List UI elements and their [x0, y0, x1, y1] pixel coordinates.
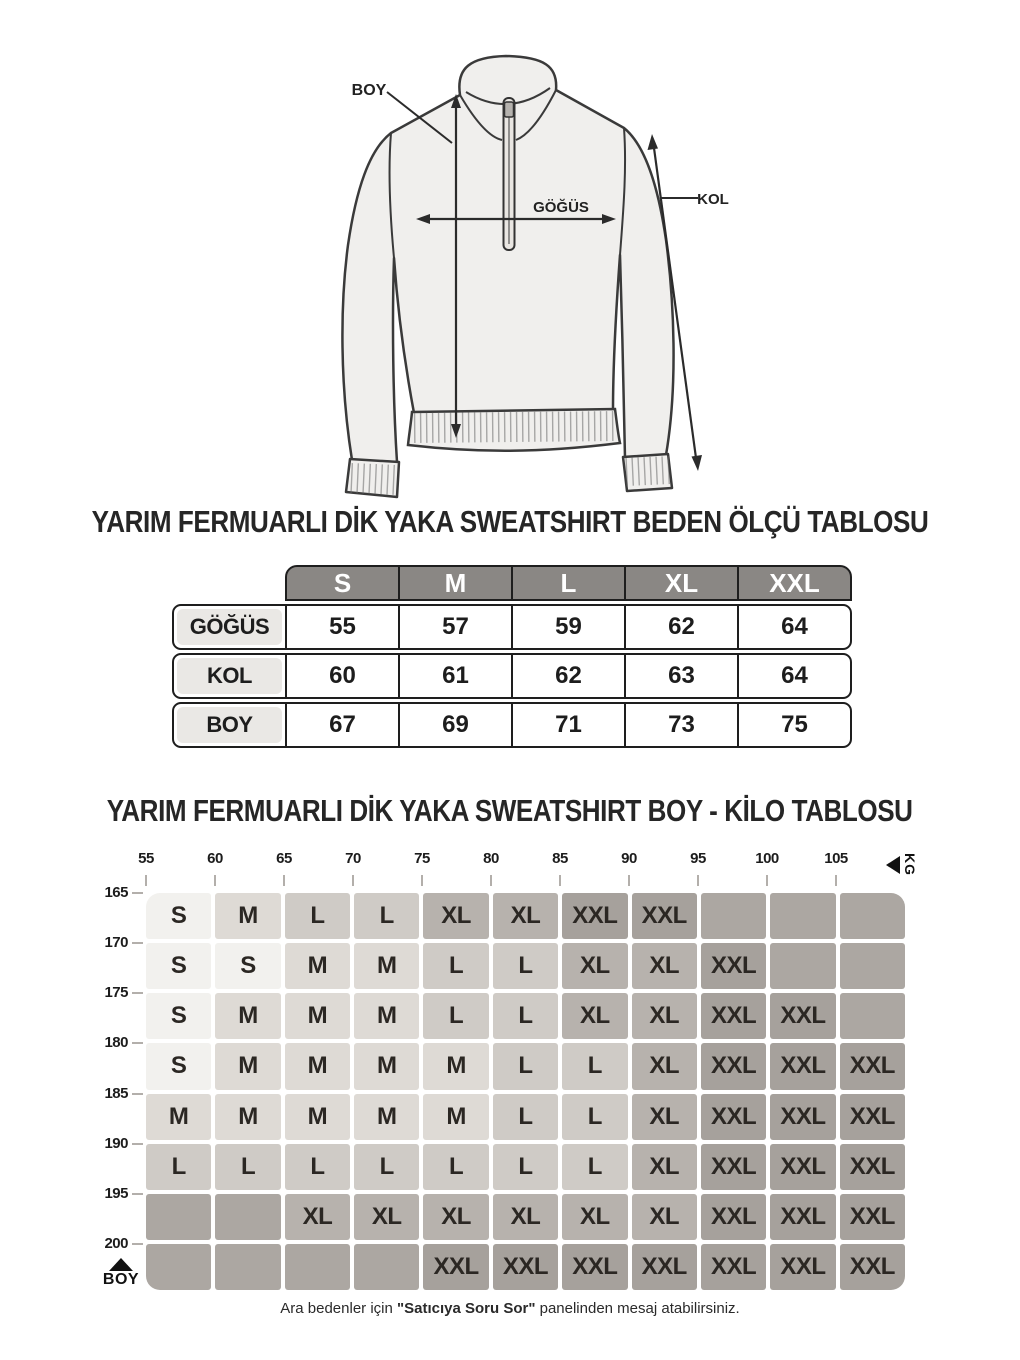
row-label-wrap: [174, 606, 287, 648]
grid-cell: XXL: [840, 1244, 905, 1290]
grid-cell: [354, 1244, 419, 1290]
grid-cell: XXL: [701, 1194, 766, 1240]
table-cell: 57: [398, 606, 511, 648]
boy-axis-icon: [98, 1258, 144, 1289]
grid-cell: XL: [562, 943, 627, 989]
grid-cell: XL: [632, 993, 697, 1039]
height-tick-mark: [132, 992, 143, 994]
table-cell: 64: [737, 606, 850, 648]
kg-tick-label: 100: [755, 850, 779, 867]
grid-cell: XXL: [770, 1094, 835, 1140]
height-weight-grid: [146, 893, 905, 1290]
grid-cell: XL: [632, 943, 697, 989]
grid-cell: XXL: [701, 1043, 766, 1089]
footer-text: Ara bedenler için: [280, 1300, 397, 1317]
grid-cell: L: [215, 1144, 280, 1190]
grid-cell: XL: [354, 1194, 419, 1240]
grid-cell: L: [285, 1144, 350, 1190]
kg-tick-mark: [559, 875, 561, 886]
grid-cell: M: [146, 1094, 211, 1140]
height-tick-label: 200: [104, 1234, 128, 1252]
grid-cell: S: [146, 1043, 211, 1089]
size-column-header: S: [333, 567, 352, 598]
height-tick-mark: [132, 892, 143, 894]
kg-tick-label: 90: [621, 850, 637, 867]
grid-cell: XXL: [632, 1244, 697, 1290]
grid-cell: M: [285, 943, 350, 989]
grid-cell: XXL: [562, 1244, 627, 1290]
height-tick-mark: [132, 1143, 143, 1145]
grid-cell: M: [215, 893, 280, 939]
kg-axis-label: KG: [902, 853, 918, 876]
grid-cell: M: [285, 1043, 350, 1089]
table-cell: 61: [398, 655, 511, 697]
table-row: [172, 604, 852, 650]
grid-cell: L: [423, 993, 488, 1039]
grid-cell: XXL: [840, 1094, 905, 1140]
height-tick-label: 180: [104, 1034, 128, 1052]
kg-tick-mark: [628, 875, 630, 886]
height-tick-label: 175: [104, 984, 128, 1002]
table-row: [172, 653, 852, 699]
grid-cell: [285, 1244, 350, 1290]
grid-cell: XXL: [770, 1194, 835, 1240]
grid-cell: M: [354, 1043, 419, 1089]
grid-cell: XL: [423, 1194, 488, 1240]
size-column-header: M: [398, 567, 511, 599]
kg-tick-label: 75: [414, 850, 430, 867]
grid-cell: M: [285, 993, 350, 1039]
kol-label: KOL: [697, 191, 729, 208]
grid-cell: L: [562, 1144, 627, 1190]
height-tick-mark: [132, 1093, 143, 1095]
grid-cell: XXL: [770, 1244, 835, 1290]
grid-cell: M: [423, 1043, 488, 1089]
size-table-title: [0, 504, 1020, 540]
kg-tick-label: 80: [483, 850, 499, 867]
boy-axis-label: BOY: [102, 1271, 140, 1288]
kg-tick-label: 95: [690, 850, 706, 867]
grid-cell: M: [354, 993, 419, 1039]
grid-cell: M: [215, 1043, 280, 1089]
kg-tick-mark: [835, 875, 837, 886]
size-column-header: XL: [624, 567, 737, 599]
grid-cell: M: [215, 1094, 280, 1140]
table-cell: 62: [511, 655, 624, 697]
grid-cell: XL: [423, 893, 488, 939]
grid-cell: S: [146, 943, 211, 989]
kg-tick-label: 85: [552, 850, 568, 867]
grid-cell: XXL: [840, 1144, 905, 1190]
grid-cell: M: [215, 993, 280, 1039]
table-cell: 75: [737, 704, 850, 746]
table-cell: 63: [624, 655, 737, 697]
kg-tick-label: 65: [276, 850, 292, 867]
height-tick-mark: [132, 1243, 143, 1245]
row-label-wrap: [174, 655, 287, 697]
grid-cell: XXL: [493, 1244, 558, 1290]
height-tick-mark: [132, 1193, 143, 1195]
table-cell: 64: [737, 655, 850, 697]
height-tick-label: 165: [104, 884, 128, 901]
grid-cell: S: [146, 893, 211, 939]
grid-cell: L: [493, 1043, 558, 1089]
kg-tick-mark: [214, 875, 216, 886]
grid-cell: XL: [493, 1194, 558, 1240]
size-table-title-text: YARIM FERMUARLI DİK YAKA SWEATSHIRT BEDEN ÖLÇÜ TABLOSU: [91, 504, 929, 539]
height-tick-mark: [132, 1042, 143, 1044]
grid-cell: XL: [493, 893, 558, 939]
row-label: GÖĞÜS: [177, 609, 282, 645]
grid-cell: L: [285, 893, 350, 939]
table-cell: 62: [624, 606, 737, 648]
table-cell: 60: [329, 662, 356, 689]
row-label: KOL: [177, 658, 282, 694]
height-axis: [80, 884, 146, 1313]
grid-cell: XL: [632, 1043, 697, 1089]
grid-cell: M: [354, 943, 419, 989]
height-weight-title-text: YARIM FERMUARLI DİK YAKA SWEATSHIRT BOY - KİLO TABLOSU: [107, 793, 913, 828]
grid-cell: XXL: [770, 1043, 835, 1089]
grid-cell: [215, 1244, 280, 1290]
grid-cell: XXL: [701, 1244, 766, 1290]
height-tick-label: 185: [104, 1084, 128, 1102]
kg-tick-mark: [697, 875, 699, 886]
arrow-up-icon: [109, 1258, 133, 1271]
grid-cell: L: [493, 1144, 558, 1190]
grid-cell: XXL: [562, 893, 627, 939]
arrow-left-icon: [886, 856, 900, 874]
grid-cell: XXL: [770, 1144, 835, 1190]
kg-axis-icon: [886, 853, 918, 876]
height-tick-mark: [132, 942, 143, 944]
kg-axis: [138, 850, 906, 892]
grid-cell: [146, 1244, 211, 1290]
gogus-label: GÖĞÜS: [533, 199, 589, 216]
table-cell: 67: [329, 711, 356, 738]
grid-cell: [770, 893, 835, 939]
grid-cell: [701, 893, 766, 939]
table-cell: 71: [511, 704, 624, 746]
table-cell: 69: [398, 704, 511, 746]
table-cell: 73: [624, 704, 737, 746]
grid-cell: L: [146, 1144, 211, 1190]
grid-cell: S: [146, 993, 211, 1039]
grid-cell: XXL: [701, 993, 766, 1039]
grid-cell: XL: [562, 1194, 627, 1240]
grid-cell: XL: [285, 1194, 350, 1240]
grid-cell: [840, 943, 905, 989]
size-column-header: XXL: [737, 567, 850, 599]
grid-cell: XXL: [632, 893, 697, 939]
grid-cell: [840, 893, 905, 939]
row-label-wrap: [174, 704, 287, 746]
height-tick-label: 190: [104, 1134, 128, 1152]
kol-arrowhead-bottom: [692, 455, 703, 471]
height-tick-label: 195: [104, 1184, 128, 1202]
grid-cell: XXL: [701, 1094, 766, 1140]
grid-cell: L: [493, 943, 558, 989]
grid-cell: M: [354, 1094, 419, 1140]
kg-tick-mark: [490, 875, 492, 886]
table-row: [172, 702, 852, 748]
kg-tick-label: 70: [345, 850, 361, 867]
height-tick-label: 170: [104, 934, 128, 952]
grid-cell: M: [285, 1094, 350, 1140]
height-weight-title: [0, 793, 1020, 829]
grid-cell: XL: [632, 1144, 697, 1190]
zipper-pull: [505, 102, 514, 117]
grid-cell: XL: [632, 1194, 697, 1240]
grid-cell: [840, 993, 905, 1039]
kol-arrowhead-top: [648, 134, 659, 150]
kg-tick-mark: [352, 875, 354, 886]
table-cell: 59: [511, 606, 624, 648]
grid-cell: XXL: [701, 943, 766, 989]
kg-tick-mark: [283, 875, 285, 886]
grid-cell: L: [562, 1094, 627, 1140]
kg-tick-mark: [421, 875, 423, 886]
grid-cell: L: [354, 1144, 419, 1190]
grid-cell: L: [493, 993, 558, 1039]
grid-cell: XXL: [423, 1244, 488, 1290]
kg-tick-mark: [145, 875, 147, 886]
grid-cell: XXL: [770, 993, 835, 1039]
kg-tick-label: 60: [207, 850, 223, 867]
grid-cell: [215, 1194, 280, 1240]
footer-text: panelinden mesaj atabilirsiniz.: [535, 1300, 740, 1317]
size-table-header: [285, 565, 852, 601]
table-cell: 55: [329, 613, 356, 640]
grid-cell: L: [354, 893, 419, 939]
grid-cell: [770, 943, 835, 989]
grid-cell: L: [423, 1144, 488, 1190]
grid-cell: XXL: [701, 1144, 766, 1190]
grid-cell: XL: [632, 1094, 697, 1140]
boy-label: BOY: [351, 82, 387, 99]
footer-note: [0, 1300, 1020, 1317]
row-label: BOY: [177, 707, 282, 743]
grid-cell: [146, 1194, 211, 1240]
grid-cell: XL: [562, 993, 627, 1039]
kg-tick-mark: [766, 875, 768, 886]
grid-cell: L: [562, 1043, 627, 1089]
left-cuff: [346, 459, 399, 497]
kg-tick-label: 105: [824, 850, 848, 867]
grid-cell: XXL: [840, 1194, 905, 1240]
size-column-header: L: [511, 567, 624, 599]
sweatshirt-diagram: [325, 45, 730, 505]
grid-cell: L: [423, 943, 488, 989]
right-cuff: [623, 454, 672, 491]
grid-cell: S: [215, 943, 280, 989]
grid-cell: M: [423, 1094, 488, 1140]
footer-bold-text: "Satıcıya Soru Sor": [397, 1300, 536, 1317]
grid-cell: XXL: [840, 1043, 905, 1089]
size-table: [172, 565, 852, 748]
kg-tick-label: 55: [138, 850, 154, 867]
grid-cell: L: [493, 1094, 558, 1140]
